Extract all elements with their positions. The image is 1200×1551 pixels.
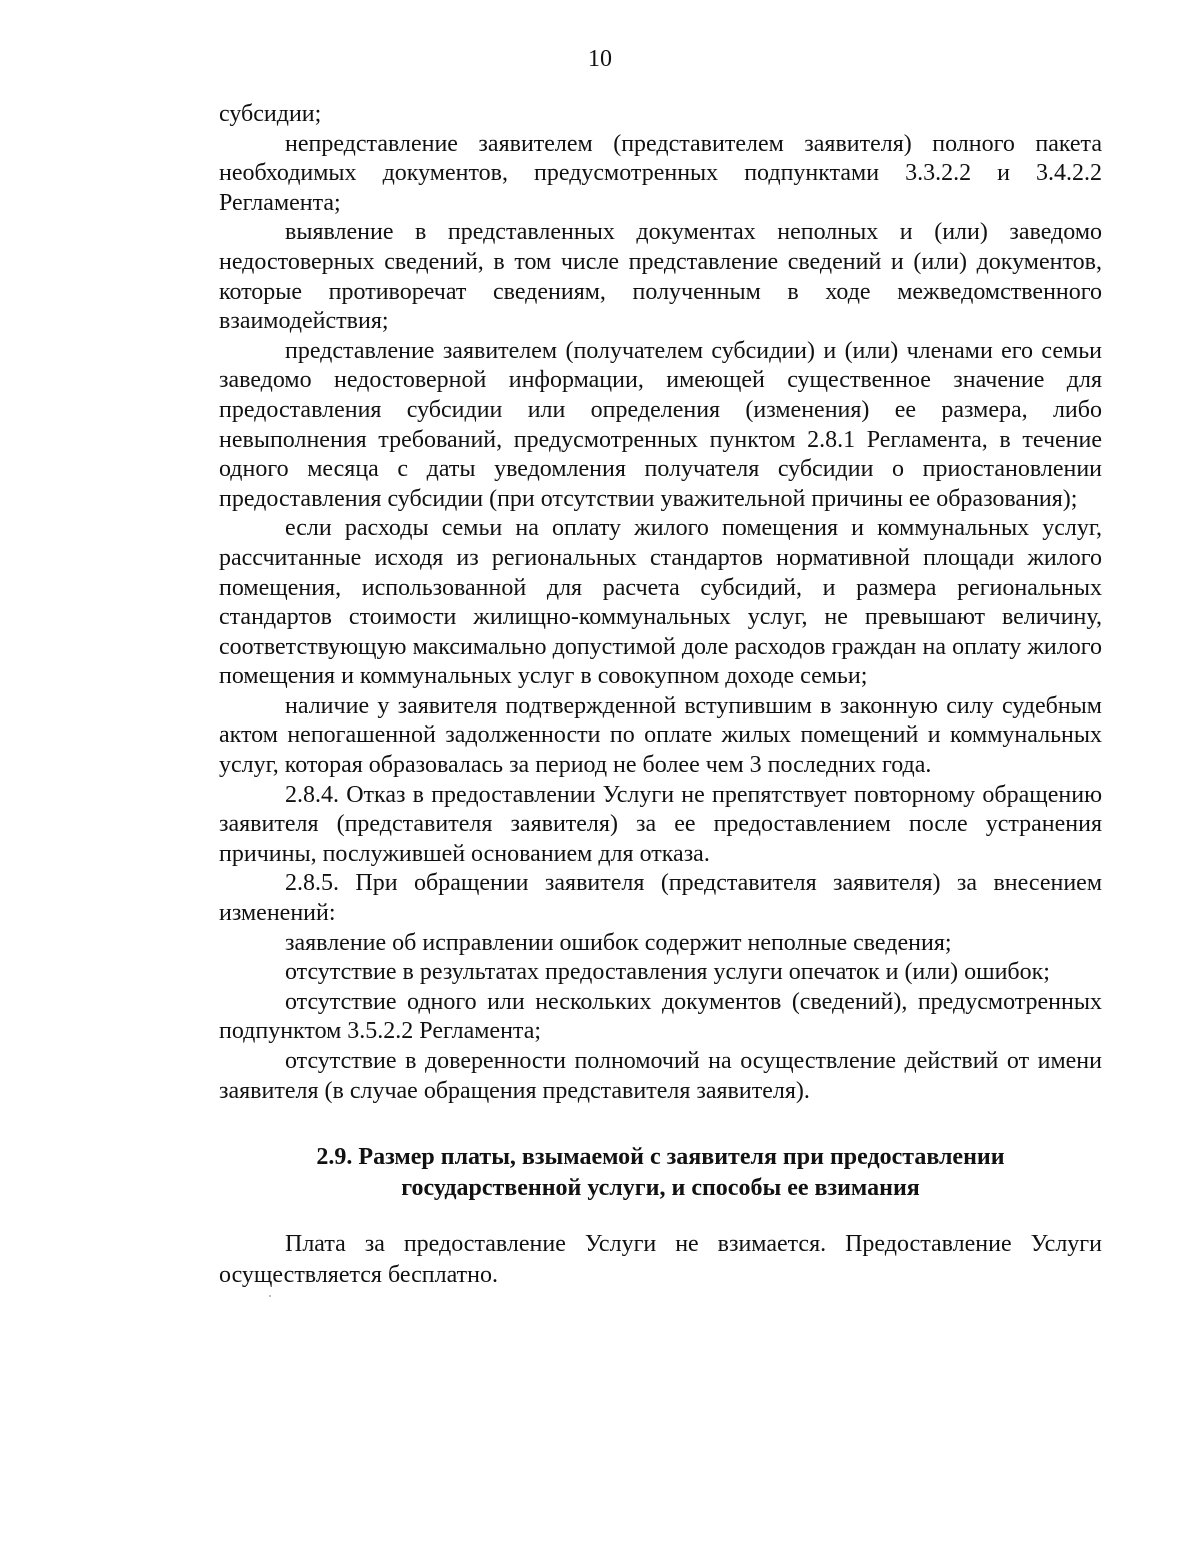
page-number: 10 [588, 46, 612, 72]
section-heading-line: государственной услуги, и способы ее взимания [401, 1175, 920, 1201]
paragraph-incomplete-documents: непредставление заявителем (представителем заявителя) полного пакета необходимых документов, предусмотренных подпунктами 3.3.2.2 и 3.4.2.2 Регламента; [219, 130, 1102, 216]
section-heading-2-9 [219, 1142, 1102, 1204]
paragraph-unreliable-information: выявление в представленных документах неполных и (или) заведомо недостоверных сведений, в том числе представление сведений и (или) документов, которые противоречат сведениям, полученным в ходе межведомственного взаимодействия; [219, 219, 1102, 335]
paragraph-no-typos: отсутствие в результатах предоставления услуги опечаток и (или) ошибок; [285, 959, 1050, 986]
paragraph-debt: наличие у заявителя подтвержденной вступившим в законную силу судебным актом непогашенной задолженности по оплате жилых помещений и коммунальных услуг, которая образовалась за период не более чем 3 последних года. [219, 692, 1102, 779]
paragraph-false-family-info: представление заявителем (получателем субсидии) и (или) членами его семьи заведомо недостоверной информации, имеющей существенное значение для предоставления субсидии или определения (изменения) ее размера, либо невыполнения требований, предусмотренных пунктом 2.8.1 Регламента, в течение одного месяца с даты уведомления получателя субсидии о приостановлении предоставления субсидии (при отсутствии уважительной причины ее образования); [219, 337, 1102, 512]
section-heading-line: 2.9. Размер платы, взымаемой с заявителя при предоставлении [316, 1144, 1005, 1170]
paragraph-2-8-4: 2.8.4. Отказ в предоставлении Услуги не препятствует повторному обращению заявителя (представителя заявителя) за ее предоставлением после устранения причины, послужившей основанием для отказа. [219, 781, 1102, 867]
paragraph-expenses-limit: если расходы семьи на оплату жилого помещения и коммунальных услуг, рассчитанные исходя из региональных стандартов нормативной площади жилого помещения, использованной для расчета субсидий, и размера региональных стандартов стоимости жилищно-коммунальных услуг, не превышают величину, соответствующую максимально допустимой доле расходов граждан на оплату жилого помещения и коммунальных услуг в совокупном доходе семьи; [219, 515, 1102, 690]
paragraph-missing-documents: отсутствие одного или нескольких документов (сведений), предусмотренных подпунктом 3.5.2.2 Регламента; [219, 988, 1102, 1045]
paragraph-incomplete-correction: заявление об исправлении ошибок содержит неполные сведения; [285, 929, 952, 956]
paragraph-no-authority: отсутствие в доверенности полномочий на осуществление действий от имени заявителя (в случае обращения представителя заявителя). [219, 1048, 1102, 1104]
paragraph-subsidies-tail: субсидии; [219, 101, 322, 127]
document-body [219, 100, 1102, 1106]
scan-artifact [269, 1295, 271, 1297]
paragraph-2-8-5: 2.8.5. При обращении заявителя (представителя заявителя) за внесением изменений: [219, 870, 1102, 927]
paragraph-fee: Плата за предоставление Услуги не взимается. Предоставление Услуги осуществляется бесплатно. [219, 1231, 1102, 1288]
